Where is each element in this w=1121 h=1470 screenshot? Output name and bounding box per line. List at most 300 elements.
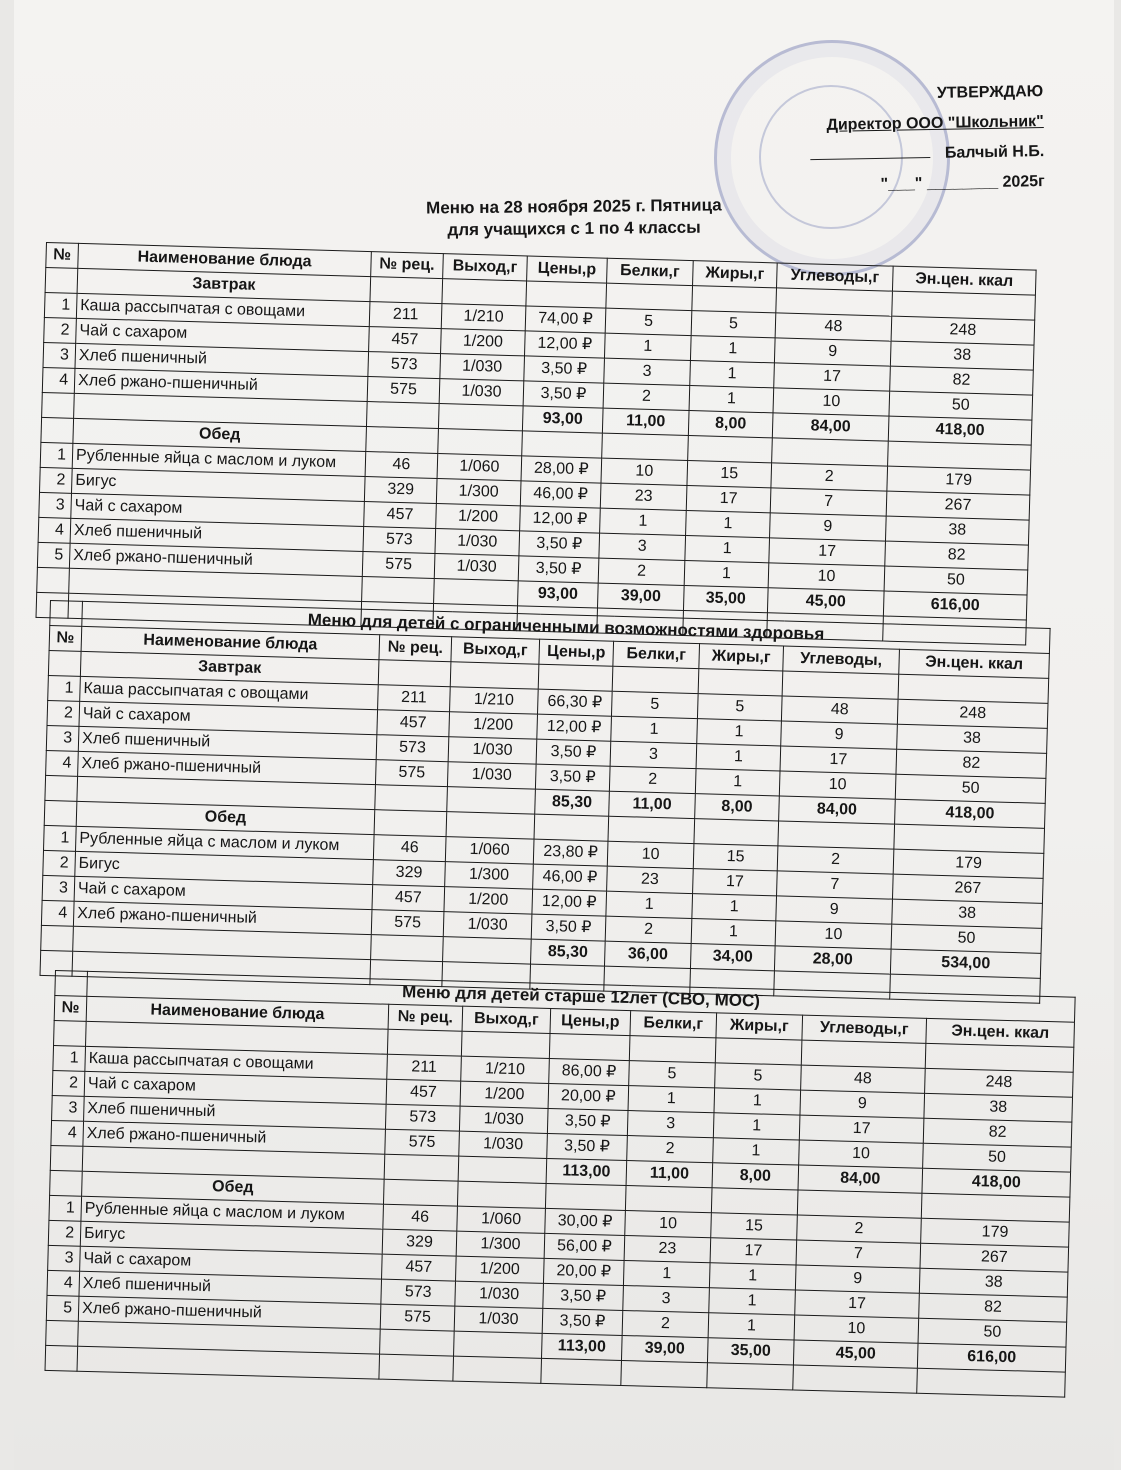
table-cell: 4: [47, 1270, 80, 1296]
table-cell: 1: [708, 1313, 795, 1340]
table-cell: 38: [890, 341, 1034, 370]
total-value: 84,00: [779, 796, 896, 824]
total-value: 39,00: [621, 1335, 708, 1362]
table-cell: 1/030: [435, 528, 520, 555]
total-value: 8,00: [688, 411, 773, 438]
blank-cell: [549, 1033, 630, 1060]
column-header: Выход,г: [462, 1006, 551, 1033]
table-cell: 457: [377, 710, 450, 737]
table-cell: 30,00 ₽: [545, 1208, 626, 1235]
table-cell: 10: [775, 921, 892, 949]
table-cell: 1/030: [448, 737, 537, 764]
blank-cell: [48, 650, 81, 676]
blank-cell: [450, 662, 539, 689]
table-cell: 1/060: [457, 1206, 546, 1233]
blank-cell: [383, 1179, 458, 1206]
table-cell: 1: [611, 716, 698, 743]
dish-name: Чай с сахаром: [71, 493, 365, 526]
table-cell: 1/060: [437, 454, 522, 481]
table-cell: 48: [801, 1065, 926, 1093]
table-cell: 20,00 ₽: [543, 1258, 624, 1285]
table-cell: 3: [42, 875, 75, 901]
table-cell: 1/030: [443, 912, 532, 939]
column-header: Углеводы,: [783, 646, 900, 674]
blank-cell: [42, 392, 75, 418]
table-cell: 1/200: [441, 329, 526, 356]
date-placeholder: "___" ________: [880, 173, 999, 193]
total-value: 85,30: [531, 939, 606, 966]
dish-name: Хлеб пшеничный: [84, 1096, 387, 1129]
blank-cell: [50, 1170, 83, 1196]
column-header: Жиры,г: [716, 1013, 803, 1040]
table-cell: 5: [691, 311, 776, 338]
blank-cell: [453, 1356, 542, 1383]
table-cell: 1: [690, 336, 775, 363]
table-cell: 82: [896, 749, 1047, 778]
dish-name: Бигус: [75, 851, 374, 884]
table-cell: 3,50 ₽: [543, 1283, 624, 1310]
table-cell: 3,50 ₽: [518, 556, 599, 583]
dish-name: Чай с сахаром: [84, 1071, 387, 1104]
table-cell: 1/200: [460, 1081, 549, 1108]
table-cell: 1/030: [455, 1281, 544, 1308]
total-value: 84,00: [798, 1165, 923, 1193]
blank-cell: [461, 1031, 550, 1058]
approval-block: [703, 77, 1045, 203]
table-cell: 1: [713, 1113, 800, 1140]
table-cell: 3,50 ₽: [542, 1308, 623, 1335]
dish-name: Каша рассыпчатая с овощами: [76, 293, 370, 326]
table-cell: 10: [799, 1140, 924, 1168]
total-value: 93,00: [522, 406, 603, 433]
total-value: 36,00: [604, 941, 691, 968]
section-title: Меню для детей с ограниченными возможностями здоровья: [82, 601, 1050, 653]
column-header: Эн.цен. ккал: [926, 1018, 1075, 1047]
blank-cell: [538, 664, 613, 691]
blank-cell: [797, 1190, 922, 1218]
blank-cell: [801, 1040, 926, 1068]
column-header: №: [49, 626, 82, 652]
menu-heading: [314, 193, 834, 242]
table-cell: 3,50 ₽: [547, 1133, 628, 1160]
column-header: Наименование блюда: [78, 243, 372, 276]
blank-cell: [45, 1345, 78, 1371]
table-cell: 9: [781, 721, 898, 749]
table-cell: 1/200: [455, 1256, 544, 1283]
dish-name: Рубленные яйца с маслом и луком: [72, 443, 366, 476]
table-cell: 2: [43, 850, 76, 876]
column-header: Жиры,г: [699, 644, 784, 671]
blank-cell: [50, 1145, 83, 1171]
table-cell: 1: [49, 1195, 82, 1221]
column-header: Цены,р: [527, 256, 608, 283]
blank-cell: [692, 286, 777, 313]
table-cell: 4: [51, 1120, 84, 1146]
dish-name: Хлеб пшеничный: [78, 726, 377, 759]
table-cell: 3,50 ₽: [531, 914, 606, 941]
column-header: Белки,г: [607, 258, 694, 285]
table-cell: 1/030: [439, 379, 524, 406]
table-cell: 1/030: [454, 1306, 543, 1333]
table-cell: 9: [774, 338, 891, 366]
table-cell: 17: [769, 538, 886, 566]
column-header: Эн.цен. ккал: [892, 266, 1036, 295]
meal-label: Завтрак: [80, 651, 379, 684]
table-cell: 1/060: [445, 837, 534, 864]
column-header: Цены,р: [550, 1008, 631, 1035]
total-value: 28,00: [774, 946, 891, 974]
table-cell: 267: [886, 491, 1030, 520]
table-cell: 575: [385, 1129, 460, 1156]
blank-cell: [387, 1029, 462, 1056]
blank-cell: [442, 279, 527, 306]
table-cell: 3,50 ₽: [519, 531, 600, 558]
table-cell: 74,00 ₽: [525, 306, 606, 333]
table-cell: 38: [919, 1268, 1068, 1297]
blank-cell: [41, 925, 74, 951]
meal-label: Завтрак: [77, 268, 371, 301]
table-cell: 38: [892, 899, 1043, 928]
table-cell: 179: [887, 466, 1031, 495]
table-cell: 5: [37, 542, 70, 568]
table-cell: 1: [48, 675, 81, 701]
blank-cell: [526, 281, 607, 308]
menu-title: Меню на 28 ноября 2025 г. Пятница: [426, 195, 722, 218]
approve-label: УТВЕРЖДАЮ: [936, 83, 1044, 102]
blank-cell: [366, 427, 439, 454]
table-cell: 179: [893, 849, 1044, 878]
table-cell: 1: [623, 1260, 710, 1287]
table-cell: 12,00 ₽: [537, 714, 612, 741]
table-cell: 46,00 ₽: [533, 864, 608, 891]
column-header: № рец.: [371, 252, 444, 279]
table-cell: 3: [48, 1245, 81, 1271]
table-cell: 3: [46, 725, 79, 751]
table-cell: 3,50 ₽: [547, 1108, 628, 1135]
blank-cell: [707, 1363, 794, 1390]
table-cell: 573: [385, 1104, 460, 1131]
table-cell: 82: [890, 366, 1034, 395]
dish-name: Чай с сахаром: [76, 318, 370, 351]
table-cell: 46: [365, 452, 438, 479]
table-cell: 1/200: [444, 887, 533, 914]
table-cell: 1/300: [445, 862, 534, 889]
dish-name: Каша рассыпчатая с овощами: [80, 676, 379, 709]
table-cell: 1: [628, 1086, 715, 1113]
blank-cell: [541, 1358, 622, 1385]
table-cell: 1: [606, 891, 693, 918]
dish-name: Рубленные яйца с маслом и луком: [81, 1196, 384, 1229]
blank-cell: [446, 812, 535, 839]
blank-cell: [374, 810, 447, 837]
table-cell: 1: [709, 1263, 796, 1290]
blank-cell: [694, 819, 779, 846]
table-cell: 2: [52, 1070, 85, 1096]
table-cell: 575: [371, 910, 444, 937]
table-cell: 82: [885, 541, 1029, 570]
table-cell: 2: [48, 1220, 81, 1246]
table-cell: 1: [714, 1088, 801, 1115]
column-header: № рец.: [388, 1004, 463, 1031]
column-header: №: [46, 243, 79, 269]
blank-cell: [793, 1365, 918, 1393]
table-cell: 9: [795, 1265, 920, 1293]
blank-cell: [778, 821, 895, 849]
table-cell: 38: [885, 516, 1029, 545]
table-cell: 9: [770, 513, 887, 541]
blank-cell: [925, 1043, 1074, 1072]
table-cell: 7: [777, 871, 894, 899]
table-cell: 50: [895, 774, 1046, 803]
blank-cell: [375, 785, 448, 812]
table-cell: 5: [605, 308, 692, 335]
signer-name: Балчый Н.Б.: [944, 143, 1045, 162]
column-header: Наименование блюда: [81, 626, 380, 659]
dish-name: Хлеб ржано-пшеничный: [73, 901, 372, 934]
table-cell: 1: [44, 825, 77, 851]
table-cell: 3: [599, 533, 686, 560]
table-cell: 248: [891, 316, 1035, 345]
table-cell: 211: [369, 302, 442, 329]
dish-name: Рубленные яйца с маслом и луком: [75, 826, 374, 859]
blank-cell: [55, 971, 88, 997]
dish-name: Бигус: [71, 468, 365, 501]
table-cell: 23: [600, 483, 687, 510]
blank-cell: [688, 436, 773, 463]
table-cell: 12,00 ₽: [532, 889, 607, 916]
table-cell: 2: [47, 700, 80, 726]
table-cell: 248: [925, 1068, 1074, 1097]
table-cell: 2: [603, 383, 690, 410]
table-cell: 50: [891, 924, 1042, 953]
blank-cell: [447, 787, 536, 814]
blank-cell: [917, 1368, 1066, 1397]
menu-subtitle: для учащихся с 1 по 4 классы: [447, 217, 701, 240]
total-value: 45,00: [793, 1340, 918, 1368]
total-value: 93,00: [518, 581, 599, 608]
blank-cell: [384, 1154, 459, 1181]
dish-name: Чай с сахаром: [79, 701, 378, 734]
table-cell: 10: [601, 458, 688, 485]
column-header: Эн.цен. ккал: [899, 649, 1050, 678]
table-cell: 1/200: [449, 712, 538, 739]
total-value: 11,00: [609, 791, 696, 818]
total-value: 616,00: [883, 591, 1027, 620]
blank-cell: [522, 431, 603, 458]
table-cell: 1: [604, 333, 691, 360]
table-cell: 1/300: [436, 479, 521, 506]
table-cell: 457: [369, 327, 442, 354]
blank-cell: [715, 1038, 802, 1065]
table-cell: 10: [625, 1211, 712, 1238]
column-header: Выход,г: [443, 254, 528, 281]
blank-cell: [457, 1181, 546, 1208]
dish-name: Хлеб ржано-пшеничный: [83, 1121, 386, 1154]
dish-name: Хлеб пшеничный: [70, 518, 364, 551]
column-header: Углеводы,г: [777, 263, 894, 291]
dish-name: Хлеб ржано-пшеничный: [74, 368, 368, 401]
approval-year: 2025г: [1002, 173, 1045, 191]
table-cell: 1: [696, 744, 781, 771]
table-cell: 17: [686, 485, 771, 512]
table-cell: 1: [40, 442, 73, 468]
total-value: 8,00: [712, 1163, 799, 1190]
table-cell: 1: [697, 719, 782, 746]
table-cell: 48: [775, 313, 892, 341]
blank-cell: [454, 1331, 543, 1358]
table-cell: 3,50 ₽: [536, 739, 611, 766]
column-header: Жиры,г: [693, 261, 778, 288]
table-cell: 3: [43, 342, 76, 368]
table-cell: 3: [610, 741, 697, 768]
table-cell: 4: [46, 750, 79, 776]
table-cell: 48: [781, 696, 898, 724]
blank-cell: [45, 268, 78, 294]
table-cell: 267: [920, 1243, 1069, 1272]
dish-name: Чай с сахаром: [80, 1246, 383, 1279]
blank-cell: [534, 814, 609, 841]
table-cell: 1: [600, 508, 687, 535]
table-cell: 17: [795, 1290, 920, 1318]
column-header: Белки,г: [613, 641, 700, 668]
dish-name: Хлеб пшеничный: [79, 1271, 382, 1304]
table-cell: 457: [382, 1254, 457, 1281]
table-cell: 1: [686, 510, 771, 537]
table-cell: 2: [777, 846, 894, 874]
meal-label: Обед: [76, 801, 375, 834]
blank-cell: [606, 283, 693, 310]
table-cell: 12,00 ₽: [520, 506, 601, 533]
blank-cell: [625, 1186, 712, 1213]
column-header: Белки,г: [630, 1011, 717, 1038]
total-value: 39,00: [597, 583, 684, 610]
total-value: 113,00: [546, 1158, 627, 1185]
table-cell: 1/030: [447, 762, 536, 789]
table-cell: 2: [598, 558, 685, 585]
dish-name: Хлеб ржано-пшеничный: [78, 1296, 381, 1329]
total-value: 35,00: [683, 585, 768, 612]
menu-table-grades-1-4: [36, 242, 1037, 646]
meal-label: Обед: [82, 1171, 385, 1204]
meal-label: Обед: [73, 418, 367, 451]
table-cell: 3,50 ₽: [535, 764, 610, 791]
blank-cell: [378, 660, 451, 687]
table-cell: 329: [373, 860, 446, 887]
blank-cell: [50, 601, 83, 627]
column-header: Цены,р: [539, 639, 614, 666]
table-cell: 2: [605, 916, 692, 943]
total-value: 534,00: [890, 949, 1041, 978]
table-cell: 46,00 ₽: [520, 481, 601, 508]
total-value: 45,00: [767, 588, 884, 616]
dish-name: Хлеб ржано-пшеничный: [69, 543, 363, 576]
table-cell: 1: [713, 1138, 800, 1165]
blank-cell: [711, 1188, 798, 1215]
table-cell: 50: [923, 1143, 1072, 1172]
table-cell: 1: [695, 769, 780, 796]
table-cell: 17: [710, 1238, 797, 1265]
blank-cell: [371, 935, 444, 962]
dish-name: Чай с сахаром: [74, 876, 373, 909]
table-cell: 9: [776, 896, 893, 924]
blank-cell: [44, 800, 77, 826]
table-cell: 12,00 ₽: [525, 331, 606, 358]
table-cell: 1: [689, 386, 774, 413]
table-cell: 329: [382, 1229, 457, 1256]
table-cell: 1: [690, 361, 775, 388]
table-cell: 3: [604, 358, 691, 385]
table-cell: 1: [684, 560, 769, 587]
table-cell: 5: [46, 1295, 79, 1321]
table-cell: 573: [376, 735, 449, 762]
blank-cell: [45, 775, 78, 801]
table-cell: 50: [918, 1318, 1067, 1347]
table-cell: 86,00 ₽: [549, 1058, 630, 1085]
blank-cell: [362, 576, 435, 603]
table-cell: 457: [386, 1079, 461, 1106]
table-cell: 5: [611, 691, 698, 718]
dish-name: Каша рассыпчатая с овощами: [85, 1046, 388, 1079]
table-cell: 5: [715, 1063, 802, 1090]
table-cell: 82: [923, 1118, 1072, 1147]
table-cell: 10: [773, 388, 890, 416]
table-cell: 23: [624, 1236, 711, 1263]
column-header: Выход,г: [451, 637, 540, 664]
table-cell: 1: [44, 292, 77, 318]
blank-cell: [629, 1036, 716, 1063]
table-cell: 1: [692, 894, 777, 921]
table-cell: 17: [774, 363, 891, 391]
blank-cell: [698, 669, 783, 696]
blank-cell: [608, 816, 695, 843]
table-cell: 2: [44, 317, 77, 343]
table-cell: 2: [40, 467, 73, 493]
table-cell: 1/030: [459, 1106, 548, 1133]
table-cell: 211: [387, 1054, 462, 1081]
table-cell: 1/210: [461, 1056, 550, 1083]
table-cell: 56,00 ₽: [544, 1233, 625, 1260]
table-cell: 3: [52, 1095, 85, 1121]
table-cell: 1/210: [441, 304, 526, 331]
table-cell: 1/030: [434, 553, 519, 580]
table-cell: 1: [685, 535, 770, 562]
table-cell: 575: [367, 377, 440, 404]
table-cell: 46: [383, 1204, 458, 1231]
total-value: 418,00: [888, 416, 1032, 445]
blank-cell: [41, 417, 74, 443]
blank-cell: [54, 1020, 87, 1046]
table-cell: 573: [368, 352, 441, 379]
table-cell: 3: [623, 1285, 710, 1312]
total-value: 8,00: [695, 794, 780, 821]
blank-cell: [37, 567, 70, 593]
table-cell: 1/210: [450, 687, 539, 714]
blank-cell: [545, 1183, 626, 1210]
table-cell: 4: [38, 517, 71, 543]
blank-cell: [458, 1156, 547, 1183]
table-cell: 15: [711, 1213, 798, 1240]
total-value: 11,00: [602, 408, 689, 435]
blank-cell: [621, 1360, 708, 1387]
blank-cell: [772, 438, 889, 466]
table-cell: 46: [373, 835, 446, 862]
table-cell: 4: [42, 367, 75, 393]
blank-cell: [46, 1320, 79, 1346]
table-cell: 15: [687, 461, 772, 488]
blank-cell: [776, 288, 893, 316]
table-cell: 3,50 ₽: [523, 381, 604, 408]
blank-cell: [602, 433, 689, 460]
